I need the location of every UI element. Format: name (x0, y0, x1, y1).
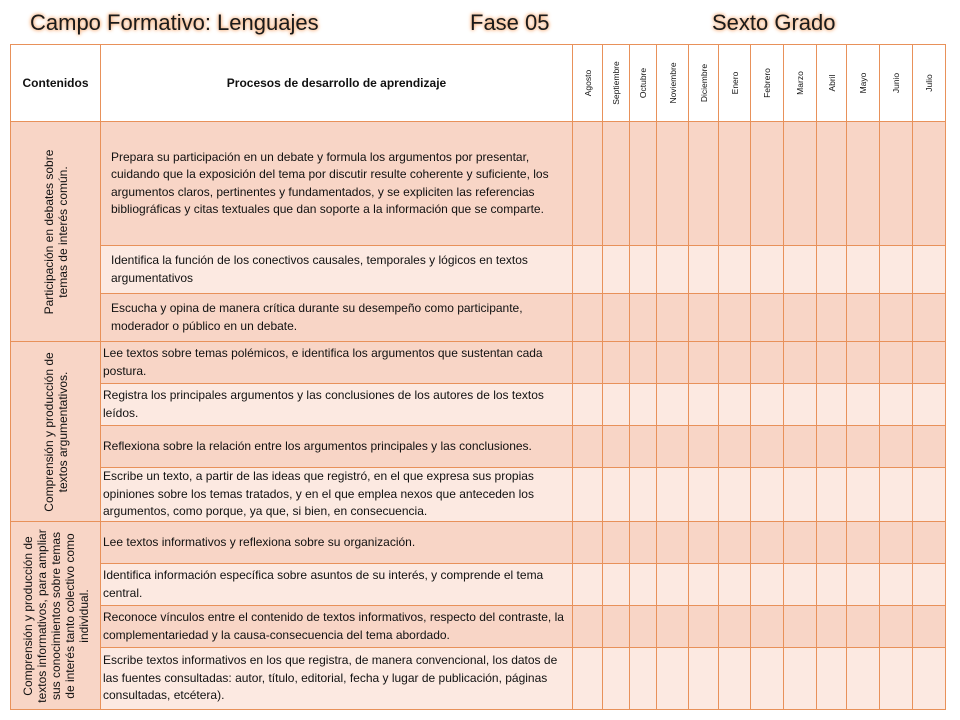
month-cell[interactable] (784, 122, 817, 246)
planning-table (10, 44, 946, 710)
procesos-header: Procesos de desarrollo de aprendizaje (101, 45, 573, 122)
month-cell[interactable] (784, 342, 817, 384)
proceso-cell: Lee textos informativos y reflexiona sobre su organización. (101, 522, 573, 564)
month-label: Abril (826, 74, 837, 92)
month-cell[interactable] (847, 468, 880, 522)
month-cell[interactable] (784, 564, 817, 606)
proceso-cell: Escucha y opina de manera crítica durante su desempeño como participante, moderador o público en un debate. (101, 294, 573, 342)
month-cell[interactable] (880, 606, 913, 648)
table-row (11, 426, 946, 468)
month-cell[interactable] (817, 342, 847, 384)
month-cell[interactable] (847, 342, 880, 384)
month-cell[interactable] (880, 294, 913, 342)
month-cell[interactable] (603, 342, 630, 384)
month-cell[interactable] (880, 246, 913, 294)
month-cell[interactable] (657, 426, 689, 468)
month-header (880, 45, 913, 122)
table-row (11, 246, 946, 294)
month-cell[interactable] (573, 564, 603, 606)
month-cell[interactable] (573, 246, 603, 294)
month-cell[interactable] (847, 384, 880, 426)
month-cell[interactable] (689, 522, 719, 564)
month-cell[interactable] (880, 342, 913, 384)
month-cell[interactable] (880, 426, 913, 468)
table-row (11, 564, 946, 606)
month-cell[interactable] (913, 122, 946, 246)
month-cell[interactable] (657, 468, 689, 522)
contenido-cell (11, 522, 101, 710)
month-cell[interactable] (817, 246, 847, 294)
month-cell[interactable] (880, 522, 913, 564)
month-cell[interactable] (784, 648, 817, 710)
month-cell[interactable] (880, 468, 913, 522)
month-cell[interactable] (913, 342, 946, 384)
month-header (630, 45, 657, 122)
month-cell[interactable] (913, 648, 946, 710)
month-cell[interactable] (719, 468, 751, 522)
month-cell[interactable] (689, 426, 719, 468)
month-header (689, 45, 719, 122)
month-cell[interactable] (657, 294, 689, 342)
month-label: Julio (924, 74, 934, 92)
proceso-cell: Escribe un texto, a partir de las ideas que registró, en el que expresa sus propias opiniones sobre los temas tratados, y en el que emplea nexos que anteceden los argumentos, como porque, ya que, si bien, en consecuencia. (101, 468, 573, 522)
month-cell[interactable] (603, 648, 630, 710)
month-cell[interactable] (573, 648, 603, 710)
month-cell[interactable] (913, 384, 946, 426)
month-cell[interactable] (817, 606, 847, 648)
contenido-cell (11, 342, 101, 522)
month-cell[interactable] (573, 294, 603, 342)
month-cell[interactable] (657, 122, 689, 246)
month-cell[interactable] (751, 342, 784, 384)
proceso-cell: Prepara su participación en un debate y formula los argumentos por presentar, cuidando que la exposición del tema por discutir resulte coherente y suficiente, los argumentos claros, pertinentes y fundamentados, y se expliciten las referencias bibliográficas y citas textuales que dan soporte a la información que se comparte. (101, 122, 573, 246)
table-row (11, 294, 946, 342)
month-cell[interactable] (603, 468, 630, 522)
month-cell[interactable] (657, 648, 689, 710)
month-cell[interactable] (847, 246, 880, 294)
month-cell[interactable] (573, 468, 603, 522)
contenido-label: Comprensión y producción de textos informativos, para ampliar sus conocimientos sobre temas de interés tanto colectivo como individual. (20, 528, 91, 703)
month-cell[interactable] (847, 564, 880, 606)
page-title: Campo Formativo: Lenguajes (30, 10, 319, 35)
month-label: Agosto (582, 69, 593, 97)
month-cell[interactable] (657, 342, 689, 384)
month-cell[interactable] (751, 522, 784, 564)
month-cell[interactable] (630, 468, 657, 522)
month-cell[interactable] (751, 384, 784, 426)
month-cell[interactable] (913, 426, 946, 468)
month-cell[interactable] (573, 122, 603, 246)
month-cell[interactable] (880, 648, 913, 710)
month-cell[interactable] (913, 606, 946, 648)
month-cell[interactable] (630, 564, 657, 606)
table-row (11, 122, 946, 246)
month-cell[interactable] (784, 294, 817, 342)
table-row (11, 384, 946, 426)
proceso-cell: Escribe textos informativos en los que registra, de manera convencional, los datos de las fuentes consultadas: autor, título, editorial, fecha y lugar de publicación, páginas consultadas, etcétera). (101, 648, 573, 710)
month-cell[interactable] (603, 522, 630, 564)
month-cell[interactable] (817, 122, 847, 246)
month-cell[interactable] (657, 606, 689, 648)
month-cell[interactable] (751, 122, 784, 246)
month-cell[interactable] (657, 522, 689, 564)
month-cell[interactable] (784, 468, 817, 522)
month-cell[interactable] (630, 522, 657, 564)
proceso-cell: Registra los principales argumentos y las conclusiones de los autores de los textos leídos. (101, 384, 573, 426)
month-cell[interactable] (603, 246, 630, 294)
month-header (573, 45, 603, 122)
month-header (657, 45, 689, 122)
proceso-cell: Identifica la función de los conectivos causales, temporales y lógicos en textos argumentativos (101, 246, 573, 294)
month-cell[interactable] (784, 606, 817, 648)
month-cell[interactable] (603, 564, 630, 606)
month-cell[interactable] (657, 246, 689, 294)
proceso-cell: Reflexiona sobre la relación entre los argumentos principales y las conclusiones. (101, 426, 573, 468)
month-label: Noviembre (667, 62, 678, 104)
month-label: Marzo (795, 71, 805, 95)
month-cell[interactable] (630, 246, 657, 294)
month-cell[interactable] (784, 522, 817, 564)
month-header (847, 45, 880, 122)
month-cell[interactable] (630, 648, 657, 710)
month-cell[interactable] (913, 522, 946, 564)
table-row (11, 468, 946, 522)
month-label: Octubre (638, 67, 648, 99)
month-cell[interactable] (603, 122, 630, 246)
table-row (11, 648, 946, 710)
month-cell[interactable] (817, 384, 847, 426)
contenido-cell (11, 122, 101, 342)
month-label: Septiembre (611, 61, 621, 105)
month-cell[interactable] (603, 606, 630, 648)
month-cell[interactable] (630, 342, 657, 384)
month-header (603, 45, 630, 122)
contenido-label: Participación en debates sobre temas de interés común. (41, 149, 70, 314)
month-cell[interactable] (817, 648, 847, 710)
month-cell[interactable] (573, 522, 603, 564)
month-cell[interactable] (573, 384, 603, 426)
month-cell[interactable] (751, 294, 784, 342)
month-cell[interactable] (719, 122, 751, 246)
month-cell[interactable] (817, 522, 847, 564)
month-label: Febrero (762, 68, 772, 98)
month-cell[interactable] (784, 384, 817, 426)
month-cell[interactable] (880, 564, 913, 606)
month-cell[interactable] (719, 648, 751, 710)
month-cell[interactable] (603, 426, 630, 468)
month-label: Diciembre (698, 63, 709, 103)
month-cell[interactable] (913, 294, 946, 342)
table-row (11, 606, 946, 648)
month-cell[interactable] (689, 246, 719, 294)
month-header (913, 45, 946, 122)
month-cell[interactable] (719, 294, 751, 342)
month-cell[interactable] (784, 246, 817, 294)
month-cell[interactable] (751, 606, 784, 648)
month-cell[interactable] (751, 246, 784, 294)
proceso-cell: Reconoce vínculos entre el contenido de textos informativos, respecto del contraste, la complementariedad y la causa-consecuencia del tema abordado. (101, 606, 573, 648)
month-cell[interactable] (630, 122, 657, 246)
month-cell[interactable] (689, 122, 719, 246)
month-cell[interactable] (751, 564, 784, 606)
month-cell[interactable] (630, 294, 657, 342)
month-label: Mayo (858, 72, 868, 94)
month-cell[interactable] (751, 426, 784, 468)
proceso-cell: Lee textos sobre temas polémicos, e identifica los argumentos que sustentan cada postura. (101, 342, 573, 384)
grade-label: Sexto Grado (712, 10, 836, 35)
month-cell[interactable] (630, 426, 657, 468)
month-cell[interactable] (817, 468, 847, 522)
month-cell[interactable] (689, 384, 719, 426)
month-cell[interactable] (573, 426, 603, 468)
month-cell[interactable] (630, 606, 657, 648)
month-cell[interactable] (719, 564, 751, 606)
month-cell[interactable] (847, 122, 880, 246)
month-cell[interactable] (751, 468, 784, 522)
month-header (817, 45, 847, 122)
month-cell[interactable] (880, 384, 913, 426)
month-cell[interactable] (817, 564, 847, 606)
month-cell[interactable] (719, 246, 751, 294)
month-cell[interactable] (689, 564, 719, 606)
month-label: Enero (729, 71, 740, 95)
month-cell[interactable] (847, 606, 880, 648)
month-cell[interactable] (913, 468, 946, 522)
month-cell[interactable] (603, 294, 630, 342)
month-cell[interactable] (719, 426, 751, 468)
month-cell[interactable] (657, 384, 689, 426)
month-cell[interactable] (603, 384, 630, 426)
header-row (11, 45, 946, 122)
month-cell[interactable] (847, 426, 880, 468)
month-header (784, 45, 817, 122)
month-header (751, 45, 784, 122)
month-cell[interactable] (573, 606, 603, 648)
month-cell[interactable] (847, 294, 880, 342)
month-cell[interactable] (913, 564, 946, 606)
contenidos-header: Contenidos (11, 45, 101, 122)
month-cell[interactable] (689, 468, 719, 522)
month-cell[interactable] (573, 342, 603, 384)
month-cell[interactable] (719, 342, 751, 384)
month-cell[interactable] (657, 564, 689, 606)
month-cell[interactable] (913, 246, 946, 294)
month-cell[interactable] (689, 342, 719, 384)
proceso-cell: Identifica información específica sobre asuntos de su interés, y comprende el tema central. (101, 564, 573, 606)
month-cell[interactable] (880, 122, 913, 246)
table-row (11, 522, 946, 564)
month-cell[interactable] (630, 384, 657, 426)
month-header (719, 45, 751, 122)
month-cell[interactable] (751, 648, 784, 710)
contenido-label: Comprensión y producción de textos argumentativos. (41, 351, 70, 512)
month-cell[interactable] (817, 294, 847, 342)
phase-label: Fase 05 (470, 10, 550, 35)
month-cell[interactable] (817, 426, 847, 468)
month-cell[interactable] (847, 648, 880, 710)
table-row (11, 342, 946, 384)
month-cell[interactable] (719, 384, 751, 426)
month-cell[interactable] (847, 522, 880, 564)
month-cell[interactable] (784, 426, 817, 468)
month-label: Junio (891, 72, 901, 94)
month-cell[interactable] (719, 522, 751, 564)
month-cell[interactable] (719, 606, 751, 648)
month-cell[interactable] (689, 648, 719, 710)
month-cell[interactable] (689, 294, 719, 342)
month-cell[interactable] (689, 606, 719, 648)
